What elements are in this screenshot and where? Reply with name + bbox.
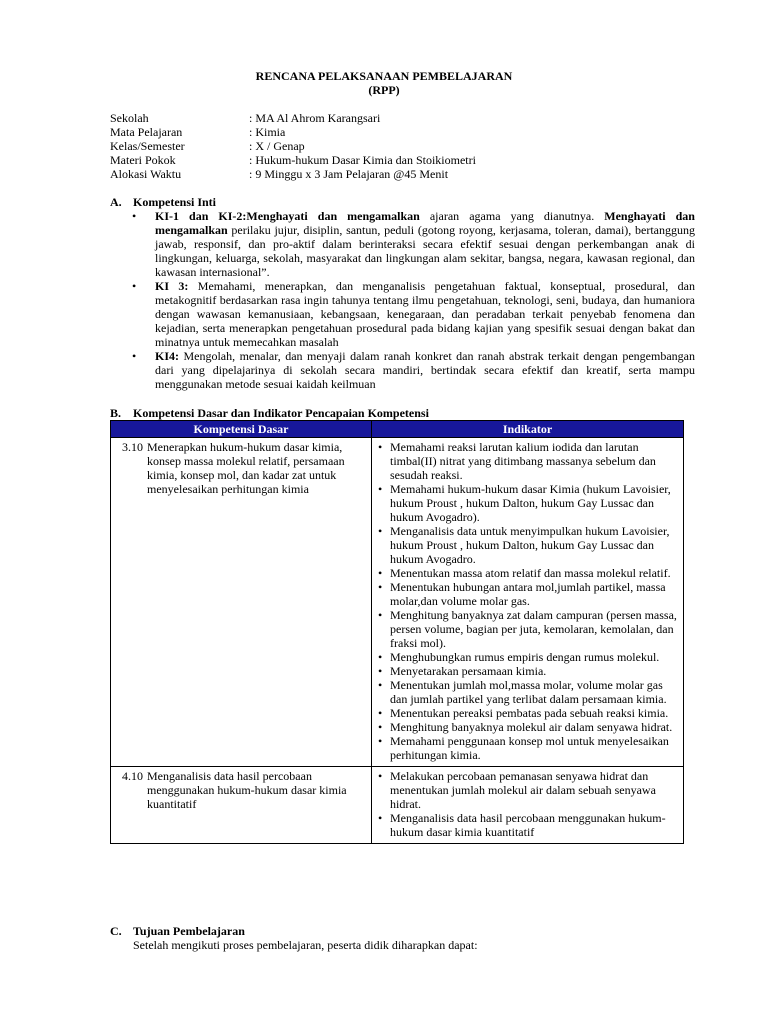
indicator-text: Memahami reaksi larutan kalium iodida dan larutan timbal(II) nitrat yang ditimbang massanya sebelum dan sesudah reaksi. — [390, 440, 656, 482]
indicator-text: Menghitung banyaknya zat dalam campuran (persen massa, persen volume, bagian per juta, kemolaran, kemolalan, dan fraksi mol). — [390, 608, 677, 650]
section-letter: A. — [110, 195, 122, 209]
kd-text: Menganalisis data hasil percobaan menggunakan hukum-hukum dasar kimia kuantitatif — [147, 769, 347, 811]
indicator-item — [376, 811, 680, 839]
title-line-2: (RPP) — [368, 83, 400, 97]
ki-text: Memahami, menerapkan, dan menganalisis pengetahuan faktual, konseptual, prosedural, dan metakognitif berdasarkan rasa ingin tahunya tentang ilmu pengetahuan, teknologi, seni, budaya, dan humaniora dengan wawasan kemanusiaan, kebangsaan, kenegaraan, dan peradaban terkait penyebab fenomena dan kejadian, serta menerapkan pengetahuan prosedural pada bidang kajian yang spesifik sesuai dengan bakat dan minatnya untuk memecahkan masalah — [155, 279, 696, 349]
indicator-text: Menganalisis data untuk menyimpulkan hukum Lavoisier, hukum Proust , hukum Dalton, hukum Gay Lussac dan hukum Avogadro. — [390, 524, 670, 566]
section-heading — [110, 195, 695, 209]
indicator-cell — [372, 767, 684, 844]
document-title — [0, 69, 768, 97]
identity-value: : Hukum-hukum Dasar Kimia dan Stoikiometri — [249, 153, 476, 167]
table-row — [111, 767, 684, 844]
indicator-item — [376, 678, 680, 706]
kd-cell — [111, 438, 372, 767]
indicator-text: Menghubungkan rumus empiris dengan rumus molekul. — [390, 650, 660, 664]
identity-label: Sekolah — [110, 111, 149, 125]
kd-code: 4.10 — [122, 769, 143, 783]
indicator-text: Menentukan massa atom relatif dan massa molekul relatif. — [390, 566, 671, 580]
indicator-item — [376, 440, 680, 482]
bullet: • — [378, 664, 383, 678]
ki-emphasis: Menghayati dan mengamalkan — [155, 209, 695, 237]
indicator-cell — [372, 438, 684, 767]
indicator-list — [376, 769, 680, 839]
kd-cell — [111, 767, 372, 844]
bullet: • — [132, 349, 137, 363]
identity-row-alokasi — [110, 167, 476, 181]
ki-item-1-2 — [110, 209, 695, 279]
identity-label: Materi Pokok — [110, 153, 176, 167]
identity-label: Kelas/Semester — [110, 139, 185, 153]
section-letter: C. — [110, 924, 122, 938]
indicator-text: Menganalisis data hasil percobaan menggunakan hukum-hukum dasar kimia kuantitatif — [390, 811, 666, 839]
indicator-item — [376, 706, 680, 720]
table-row — [111, 438, 684, 767]
section-intro-text: Setelah mengikuti proses pembelajaran, peserta didik diharapkan dapat: — [133, 938, 478, 952]
bullet: • — [378, 440, 383, 454]
indicator-list — [376, 440, 680, 762]
indicator-text: Menentukan jumlah mol,massa molar, volume molar gas dan jumlah partikel yang terlibat dalam persamaan kimia. — [390, 678, 667, 706]
identity-row-mapel — [110, 125, 476, 139]
bullet: • — [378, 811, 383, 825]
ki-label: KI 3: — [155, 279, 189, 293]
indicator-text: Menentukan pereaksi pembatas pada sebuah reaksi kimia. — [390, 706, 669, 720]
section-heading — [110, 406, 695, 420]
section-kompetensi-inti — [110, 195, 695, 391]
identity-row-materi — [110, 153, 476, 167]
ki-text: ajaran agama yang dianutnya. — [419, 209, 605, 223]
indicator-text: Menyetarakan persamaan kimia. — [390, 664, 547, 678]
identity-value: : MA Al Ahrom Karangsari — [249, 111, 381, 125]
ki-list — [110, 209, 695, 391]
indicator-item — [376, 650, 680, 664]
bullet: • — [378, 524, 383, 538]
section-title: Kompetensi Dasar dan Indikator Pencapaian Kompetensi — [133, 406, 429, 420]
bullet: • — [132, 279, 137, 293]
bullet: • — [378, 734, 383, 748]
indicator-item — [376, 482, 680, 524]
kd-text: Menerapkan hukum-hukum dasar kimia, konsep massa molekul relatif, persamaan kimia, konsep mol, dan kadar zat untuk menyelesaikan perhitungan kimia — [147, 440, 345, 496]
ki-text: Mengolah, menalar, dan menyaji dalam ranah konkret dan ranah abstrak terkait dengan pengembangan dari yang dipelajarinya di sekolah secara mandiri, bertindak secara efektif dan kreatif, serta mampu menggunakan metode sesuai kaidah keilmuan — [155, 349, 695, 391]
identity-row-kelas — [110, 139, 476, 153]
bullet: • — [378, 650, 383, 664]
column-header-kd: Kompetensi Dasar — [111, 421, 372, 438]
indicator-item — [376, 664, 680, 678]
identity-value: : Kimia — [249, 125, 286, 139]
indicator-text: Melakukan percobaan pemanasan senyawa hidrat dan menentukan jumlah molekul air dalam sebuah senyawa hidrat. — [390, 769, 656, 811]
section-letter: B. — [110, 406, 122, 420]
ki-text: perilaku jujur, disiplin, santun, peduli (gotong royong, kerjasama, toleran, damai), bertanggung jawab, responsif, dan pro-aktif dalam berinteraksi secara efektif sesuai dengan perkembangan anak di lingkungan, keluarga, sekolah, masyarakat dan lingkungan alam sekitar, bangsa, negara, kawasan regional, dan kawasan internasional”. — [155, 223, 695, 279]
identity-label: Alokasi Waktu — [110, 167, 182, 181]
indicator-text: Memahami penggunaan konsep mol untuk menyelesaikan perhitungan kimia. — [390, 734, 669, 762]
kd-code: 3.10 — [122, 440, 143, 454]
ki-item-3 — [110, 279, 695, 349]
identity-label: Mata Pelajaran — [110, 125, 183, 139]
indicator-item — [376, 524, 680, 566]
identity-value: : 9 Minggu x 3 Jam Pelajaran @45 Menit — [249, 167, 449, 181]
ki-item-4 — [110, 349, 695, 391]
bullet: • — [132, 209, 137, 223]
indicator-item — [376, 769, 680, 811]
section-title: Kompetensi Inti — [133, 195, 217, 209]
ki-label: KI-1 dan KI-2:Menghayati dan mengamalkan — [155, 209, 420, 223]
bullet: • — [378, 566, 383, 580]
bullet: • — [378, 608, 383, 622]
bullet: • — [378, 706, 383, 720]
column-header-indikator: Indikator — [372, 421, 684, 438]
identity-value: : X / Genap — [249, 139, 305, 153]
section-heading — [110, 924, 695, 938]
section-title: Tujuan Pembelajaran — [133, 924, 245, 938]
identity-block — [110, 111, 476, 181]
indicator-item — [376, 720, 680, 734]
indicator-item — [376, 608, 680, 650]
indicator-item — [376, 580, 680, 608]
ki-label: KI4: — [155, 349, 179, 363]
bullet: • — [378, 720, 383, 734]
title-line-1: RENCANA PELAKSANAAN PEMBELAJARAN — [255, 69, 513, 83]
indicator-item — [376, 566, 680, 580]
bullet: • — [378, 769, 383, 783]
section-kompetensi-dasar — [110, 406, 695, 420]
bullet: • — [378, 678, 383, 692]
indicator-text: Menghitung banyaknya molekul air dalam senyawa hidrat. — [390, 720, 673, 734]
indicator-text: Menentukan hubungan antara mol,jumlah partikel, massa molar,dan volume molar gas. — [390, 580, 666, 608]
indicator-item — [376, 734, 680, 762]
identity-row-sekolah — [110, 111, 476, 125]
indicator-text: Memahami hukum-hukum dasar Kimia (hukum Lavoisier, hukum Proust , hukum Dalton, hukum Gay Lussac dan hukum Avogadro). — [390, 482, 671, 524]
table-header-row — [111, 421, 684, 438]
kd-indicator-table — [110, 420, 684, 844]
section-tujuan-pembelajaran — [110, 924, 695, 952]
bullet: • — [378, 580, 383, 594]
bullet: • — [378, 482, 383, 496]
